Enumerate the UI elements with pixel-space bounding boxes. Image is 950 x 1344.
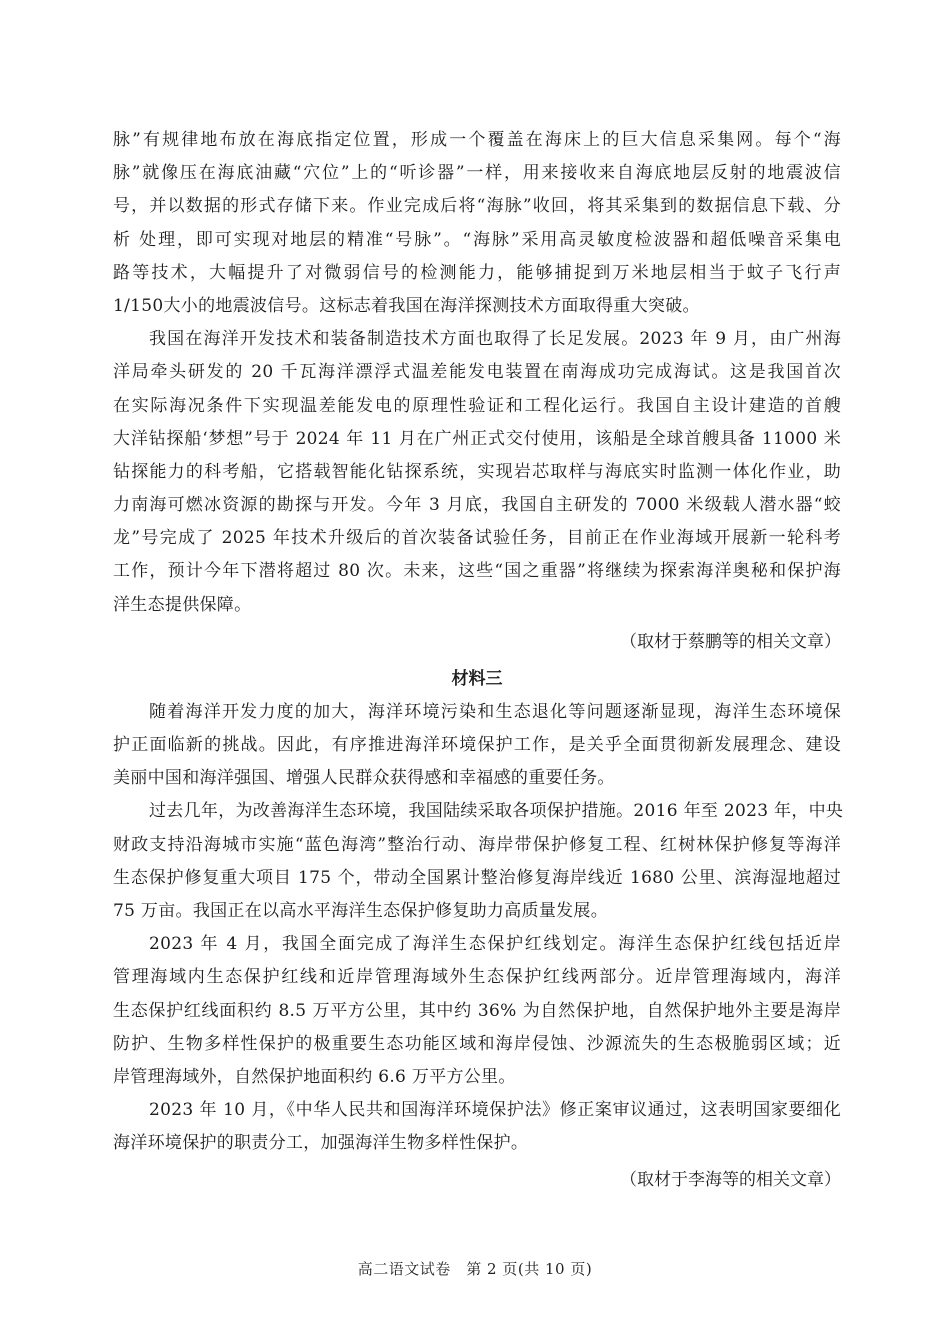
section3-heading: 材料三 xyxy=(451,668,503,689)
section2-paragraph-2 xyxy=(113,323,841,622)
text-line: 2023 年 10 月，《中华人民共和国海洋环境保护法》修正案审议通过，这表明国家要细化 xyxy=(149,1100,841,1121)
text-line: 我国在海洋开发技术和装备制造技术方面也取得了长足发展。2023 年 9 月，由广州海 xyxy=(149,329,841,350)
section3-paragraph-2 xyxy=(113,795,844,928)
section3-paragraph-4 xyxy=(113,1094,841,1160)
text-line: 力南海可燃冰资源的勘探与开发。今年 3 月底，我国自主研发的 7000 米级载人潜水器“蛟 xyxy=(113,495,841,516)
section3-paragraph-1 xyxy=(113,696,841,796)
text-line: 洋生态提供保障。 xyxy=(113,594,252,615)
page-footer: 高二语文试卷 第 2 页(共 10 页) xyxy=(357,1260,593,1278)
text-line: 路等技术，大幅提升了对微弱信号的检测能力，能够捕捉到万米地层相当于蚊子飞行声 xyxy=(113,262,841,283)
text-line: 脉”就像压在海底油藏“穴位”上的“听诊器”一样，用来接收来自海底地层反射的地震波信 xyxy=(113,163,841,184)
text-line: 龙”号完成了 2025 年技术升级后的首次装备试验任务，目前正在作业海域开展新一轮科考 xyxy=(113,528,841,549)
text-line: 钻探能力的科考船，它搭载智能化钻探系统，实现岩芯取样与海底实时监测一体化作业，助 xyxy=(113,461,841,482)
section2-paragraph-continuation xyxy=(113,124,841,323)
text-line: 1/150大小的地震波信号。这标志着我国在海洋探测技术方面取得重大突破。 xyxy=(113,295,700,316)
text-line: 生态保护修复重大项目 175 个，带动全国累计整治修复海岸线近 1680 公里、滨海湿地超过 xyxy=(113,867,841,888)
section3-paragraph-3 xyxy=(113,928,841,1094)
text-line: 在实际海况条件下实现温差能发电的原理性验证和工程化运行。我国自主设计建造的首艘 xyxy=(113,395,841,416)
text-line: 美丽中国和海洋强国、增强人民群众获得感和幸福感的重要任务。 xyxy=(113,768,615,789)
section2-source-citation: （取材于蔡鹏等的相关文章） xyxy=(620,631,841,652)
text-line: 脉”有规律地布放在海底指定位置，形成一个覆盖在海床上的巨大信息采集网。每个“海 xyxy=(113,130,841,150)
text-line: 财政支持沿海城市实施“蓝色海湾”整治行动、海岸带保护修复工程、红树林保护修复等海洋 xyxy=(113,834,841,855)
exam-page-body xyxy=(113,124,844,1200)
text-line: 工作，预计今年下潜将超过 80 次。未来，这些“国之重器”将继续为探索海洋奥秘和保护海 xyxy=(113,561,841,582)
text-line: 过去几年，为改善海洋生态环境，我国陆续采取各项保护措施。2016 年至 2023 年，中央 xyxy=(149,801,844,822)
text-line: 管理海域内生态保护红线和近岸管理海域外生态保护红线两部分。近岸管理海域内，海洋 xyxy=(113,967,841,988)
text-line: 随着海洋开发力度的加大，海洋环境污染和生态退化等问题逐渐显现，海洋生态环境保 xyxy=(149,701,841,722)
text-line: 析 处理，即可实现对地层的精准“号脉”。“海脉”采用高灵敏度检波器和超低噪音采集电 xyxy=(113,229,841,250)
text-line: 大洋钻探船‘梦想”号于 2024 年 11 月在广州正式交付使用，该船是全球首艘具备 11000 米 xyxy=(113,428,841,449)
text-line: 号，并以数据的形式存储下来。作业完成后将“海脉”收回，将其采集到的数据信息下载、分 xyxy=(113,196,841,217)
section3-source-citation: （取材于李海等的相关文章） xyxy=(620,1170,841,1191)
text-line: 岸管理海域外，自然保护地面积约 6.6 万平方公里。 xyxy=(113,1066,516,1087)
text-line: 生态保护红线面积约 8.5 万平方公里，其中约 36% 为自然保护地，自然保护地外主要是海岸 xyxy=(113,1000,841,1021)
text-line: 护正面临新的挑战。因此，有序推进海洋环境保护工作，是关乎全面贯彻新发展理念、建设 xyxy=(113,735,841,755)
text-line: 防护、生物多样性保护的极重要生态功能区域和海岸侵蚀、沙源流失的生态极脆弱区域；近 xyxy=(113,1033,841,1054)
text-line: 洋局牵头研发的 20 千瓦海洋漂浮式温差能发电装置在南海成功完成海试。这是我国首次 xyxy=(113,362,841,383)
text-line: 75 万亩。我国正在以高水平海洋生态保护修复助力高质量发展。 xyxy=(113,900,609,921)
text-line: 海洋环境保护的职责分工，加强海洋生物多样性保护。 xyxy=(113,1133,529,1154)
text-line: 2023 年 4 月，我国全面完成了海洋生态保护红线划定。海洋生态保护红线包括近岸 xyxy=(149,934,841,955)
